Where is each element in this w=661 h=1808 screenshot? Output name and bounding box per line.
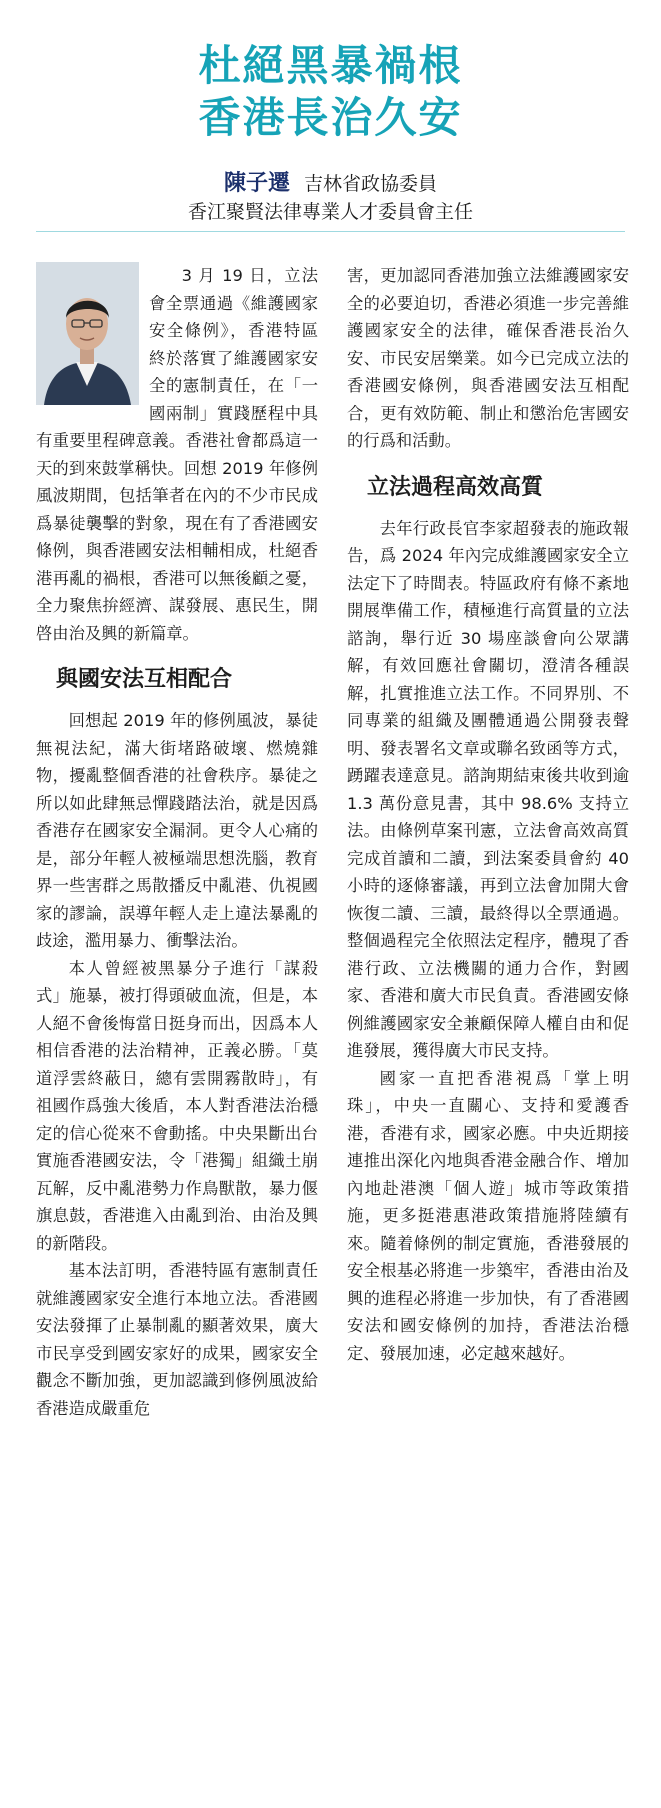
divider: [36, 231, 625, 232]
right-column: [347, 262, 629, 1367]
paragraph: 國家一直把香港視爲「掌上明珠」，中央一直關心、支持和愛護香港，香港有求，國家必應。中央近期接連推出深化內地與香港金融合作、增加內地赴港澳「個人遊」城市等政策措施，更多挺港惠港政策措施將陸續有來。隨着條例的制定實施，香港發展的安全根基必將進一步築牢，香港由治及興的進程必將進一步加快，有了香港國安法和國安條例的加持，香港法治穩定、發展加速，必定越來越好。: [347, 1068, 629, 1363]
headline: [0, 40, 661, 144]
author-name: 陳子遷: [223, 171, 290, 196]
author-photo: [36, 262, 139, 405]
paragraph: 回想起 2019 年的修例風波，暴徒無視法紀，滿大街堵路破壞、燃燒雜物，擾亂整個香港的社會秩序。暴徒之所以如此肆無忌憚踐踏法治，就是因爲香港存在國家安全漏洞。更令人心痛的是，部分年輕人被極端思想洗腦，教育界一些害群之馬散播反中亂港、仇視國家的謬論，誤導年輕人走上違法暴亂的歧途，濫用暴力、衝擊法治。: [36, 711, 318, 950]
subheading: 立法過程高效高質: [367, 474, 544, 500]
author-title-1: 吉林省政協委員: [304, 173, 438, 195]
author-title-2: 香江聚賢法律專業人才委員會主任: [187, 201, 473, 223]
paragraph: 去年行政長官李家超發表的施政報告，爲 2024 年內完成維護國家安全立法定下了時間表。特區政府有條不紊地開展準備工作，積極進行高質量的立法諮詢，舉行近 30 場座談會向公眾講解，有效回應社會關切，澄清各種誤解，扎實推進立法工作。不同界別、不同專業的組織及團體通過公開發表聲明、發表署名文章或聯名致函等方式，踴躍表達意見。諮詢期結束後共收到逾 1.3 萬份意見書，其中 98.6% 支持立法。由條例草案刊憲，立法會高效高質完成首讀和二讀，到法案委員會約 40 小時的逐條審議，再到立法會加開大會恢復二讀、三讀，最終得以全票通過。整個過程完全依照法定程序，體現了香港行政、立法機關的通力合作，對國家、香港和廣大市民負責。香港國安條例維護國家安全兼顧保障人權自由和促進發展，獲得廣大市民支持。: [347, 518, 629, 1060]
byline: [0, 170, 661, 226]
subheading: 與國安法互相配合: [56, 667, 233, 692]
paragraph: 基本法訂明，香港特區有憲制責任就維護國家安全進行本地立法。香港國安法發揮了止暴制亂的顯著效果，廣大市民享受到國安家好的成果，國家安全觀念不斷加強，更加認識到修例風波給香港造成嚴重危: [36, 1261, 318, 1418]
paragraph: 3 月 19 日，立法會全票通過《維護國家安全條例》，香港特區終於落實了維護國家安全的憲制責任，在「一國兩制」實踐歷程中具有重要里程碑意義。香港社會都爲這一天的到來鼓掌稱快。回想 2019 年修例風波期間，包括筆者在內的不少市民成爲暴徒襲擊的對象，現在有了香港國安條例，與香港國安法相輔相成，杜絕香港再亂的禍根，香港可以無後顧之憂，全力聚焦拚經濟、謀發展、惠民生，開啓由治及興的新篇章。: [36, 266, 318, 643]
left-column: [36, 262, 318, 1422]
paragraph: 害，更加認同香港加強立法維護國家安全的必要迫切，香港必須進一步完善維護國家安全的法律，確保香港長治久安、市民安居樂業。如今已完成立法的香港國安條例，與香港國安法互相配合，更有效防範、制止和懲治危害國安的行爲和活動。: [347, 266, 629, 450]
headline-line-2: 香港長治久安: [198, 93, 463, 142]
headline-line-1: 杜絕黑暴禍根: [198, 41, 463, 90]
paragraph: 本人曾經被黑暴分子進行「謀殺式」施暴，被打得頭破血流，但是，本人絕不會後悔當日挺身而出，因爲本人相信香港的法治精神，正義必勝。「莫道浮雲終蔽日，總有雲開霧散時」，有祖國作爲強大後盾，本人對香港法治穩定的信心從來不會動搖。中央果斷出台實施香港國安法，令「港獨」組織土崩瓦解，反中亂港勢力作鳥獸散，暴力偃旗息鼓，香港進入由亂到治、由治及興的新階段。: [36, 958, 318, 1253]
